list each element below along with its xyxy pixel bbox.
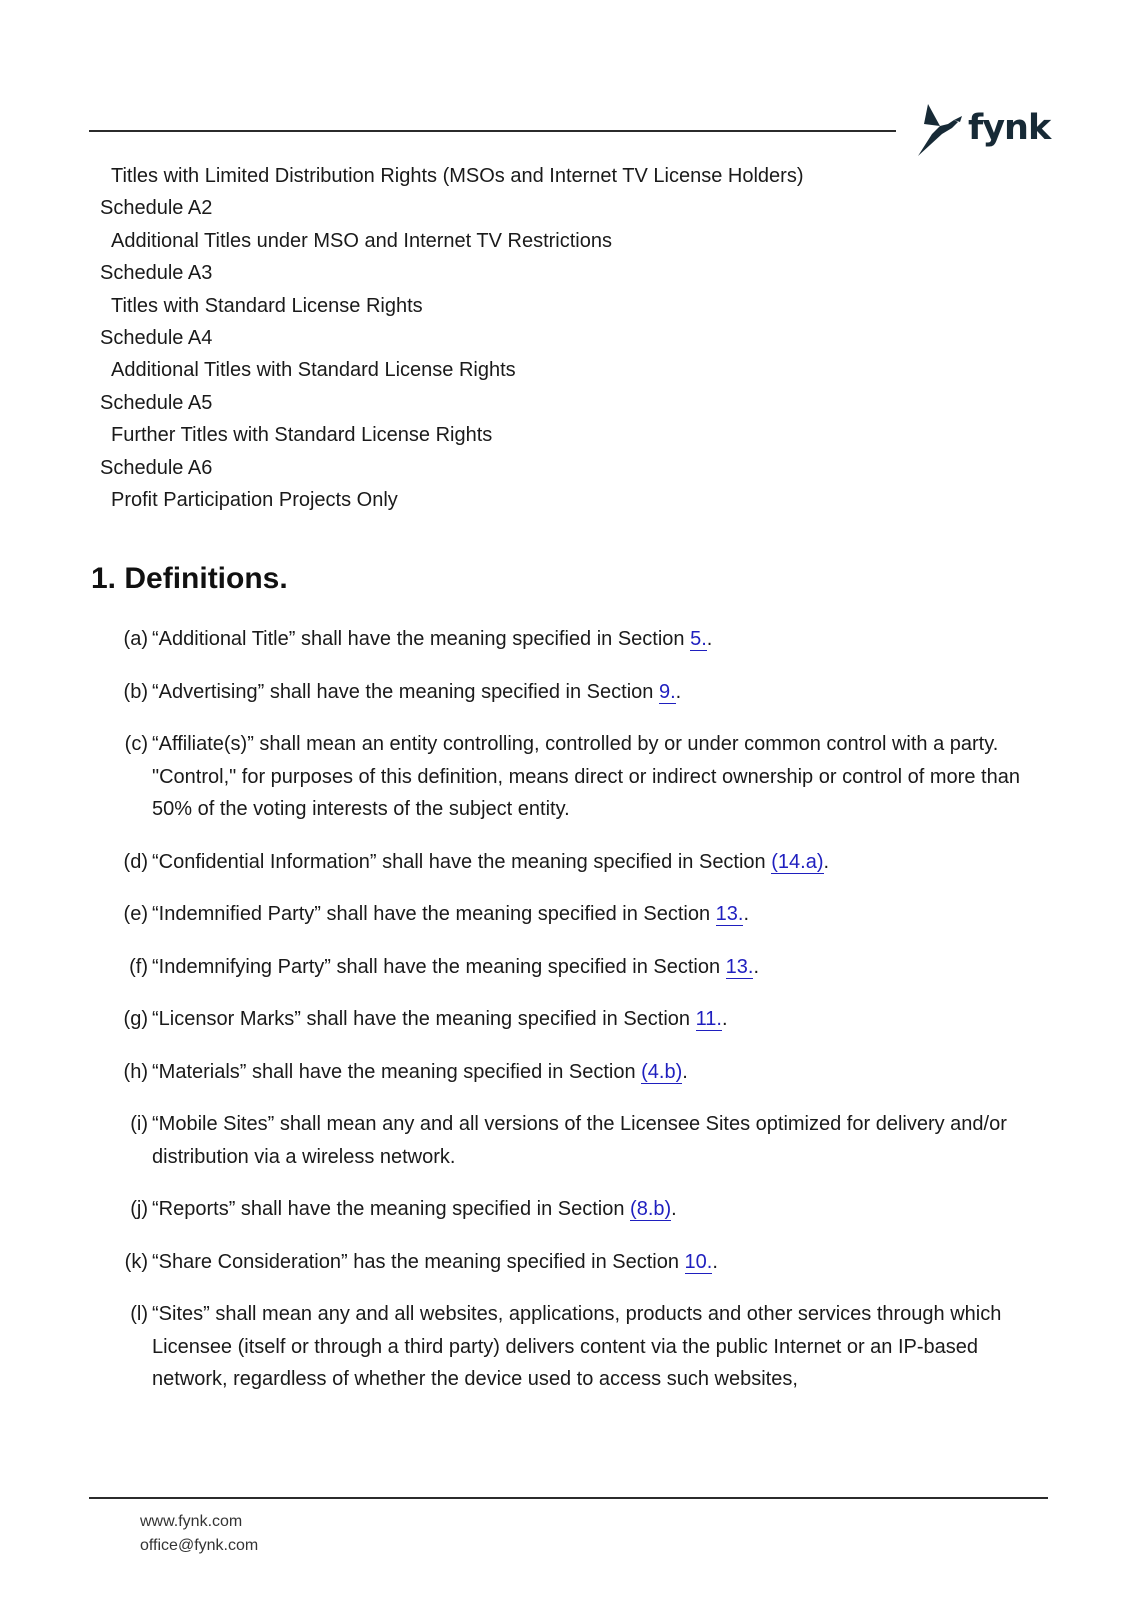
definition-punctuation: . — [682, 1060, 688, 1083]
definition-item — [110, 1108, 1050, 1173]
definition-punctuation: . — [823, 850, 830, 873]
bird-icon — [918, 104, 966, 158]
definition-item — [110, 728, 1050, 826]
brand-name: fynk — [968, 108, 1051, 148]
schedule-heading: Schedule A6 — [100, 456, 213, 479]
section-reference-link[interactable]: 13. — [725, 955, 754, 978]
definition-punctuation: . — [671, 1198, 677, 1220]
definition-item — [110, 1298, 1050, 1396]
definition-label: (a) — [123, 628, 148, 650]
footer-website[interactable]: www.fynk.com — [140, 1513, 243, 1530]
definition-text: “Share Consideration” has the meaning specified in Section — [152, 1250, 685, 1273]
schedule-list — [100, 160, 1050, 516]
definitions-list — [110, 623, 1050, 1416]
definition-item — [110, 898, 1050, 931]
definition-text: “Affiliate(s)” shall mean an entity controlling, controlled by or under common control with a party. "Control," for purposes of this definition, means direct or indirect ownership or control of more than 50% of the voting interests of the subject entity. — [152, 733, 1020, 820]
definition-text: “Reports” shall have the meaning specified in Section — [152, 1198, 631, 1220]
definition-text: “Mobile Sites” shall mean any and all versions of the Licensee Sites optimized for delivery and/or distribution via a wireless network. — [152, 1113, 1007, 1168]
section-reference-link[interactable]: 10. — [684, 1250, 713, 1273]
definition-item — [110, 1193, 1050, 1226]
definition-text: “Materials” shall have the meaning specified in Section — [152, 1060, 642, 1083]
definition-text: “Indemnified Party” shall have the meaning specified in Section — [152, 903, 716, 925]
section-reference-link[interactable]: 11. — [695, 1008, 722, 1030]
section-reference-link[interactable]: (14.a) — [771, 850, 824, 873]
section-reference-link[interactable]: (4.b) — [641, 1060, 683, 1083]
section-reference-link[interactable]: 13. — [715, 903, 744, 925]
schedule-description: Titles with Standard License Rights — [111, 294, 423, 317]
definition-label: (e) — [123, 903, 148, 925]
schedule-heading: Schedule A3 — [100, 262, 213, 285]
schedule-description: Additional Titles under MSO and Internet TV Restrictions — [111, 229, 612, 252]
definition-label: (k) — [124, 1250, 148, 1273]
section-reference-link[interactable]: 9. — [658, 680, 676, 703]
definition-label: (c) — [124, 733, 148, 755]
definition-label: (j) — [130, 1198, 148, 1220]
definition-item — [110, 676, 1050, 709]
definition-punctuation: . — [706, 628, 713, 650]
definition-text: “Indemnifying Party” shall have the meaning specified in Section — [152, 955, 726, 978]
section-title: 1. Definitions. — [91, 562, 288, 595]
definition-punctuation: . — [675, 680, 682, 703]
schedule-heading: Schedule A5 — [100, 391, 213, 414]
footer-email[interactable]: office@fynk.com — [140, 1537, 259, 1554]
definition-text: “Additional Title” shall have the meaning specified in Section — [152, 628, 691, 650]
section-reference-link[interactable]: (8.b) — [630, 1198, 672, 1220]
definition-text: “Sites” shall mean any and all websites, applications, products and other services through which Licensee (itself or through a third party) delivers content via the public Internet or an IP-based network, regardless of whether the device used to access such websites, — [152, 1303, 1002, 1390]
header-rule — [89, 130, 896, 132]
definition-item — [110, 1003, 1050, 1036]
definition-item — [110, 1246, 1050, 1279]
definition-label: (h) — [123, 1060, 148, 1083]
schedule-description: Titles with Limited Distribution Rights (MSOs and Internet TV License Holders) — [111, 165, 804, 187]
footer — [140, 1510, 258, 1558]
definition-label: (g) — [123, 1008, 148, 1030]
definition-punctuation: . — [753, 955, 760, 978]
definition-text: “Advertising” shall have the meaning specified in Section — [152, 680, 659, 703]
footer-rule — [89, 1497, 1048, 1499]
section-reference-link[interactable]: 5. — [690, 628, 707, 650]
schedule-heading: Schedule A2 — [100, 197, 213, 220]
definition-label: (b) — [123, 680, 148, 703]
definition-label: (i) — [130, 1113, 148, 1135]
definition-label: (l) — [130, 1303, 148, 1325]
schedule-heading: Schedule A4 — [100, 326, 213, 349]
schedule-description: Additional Titles with Standard License Rights — [111, 359, 516, 382]
schedule-description: Further Titles with Standard License Rights — [111, 424, 493, 447]
definition-label: (d) — [123, 850, 148, 873]
definition-item — [110, 846, 1050, 879]
brand-logo — [918, 104, 1053, 158]
definition-item — [110, 1056, 1050, 1089]
definition-label: (f) — [129, 955, 148, 978]
definition-punctuation: . — [743, 903, 750, 925]
definition-item — [110, 623, 1050, 656]
definition-punctuation: . — [721, 1008, 728, 1030]
definition-punctuation: . — [712, 1250, 718, 1273]
definition-text: “Licensor Marks” shall have the meaning specified in Section — [152, 1008, 696, 1030]
definition-text: “Confidential Information” shall have the meaning specified in Section — [152, 850, 772, 873]
schedule-description: Profit Participation Projects Only — [111, 488, 398, 511]
definition-item — [110, 951, 1050, 984]
